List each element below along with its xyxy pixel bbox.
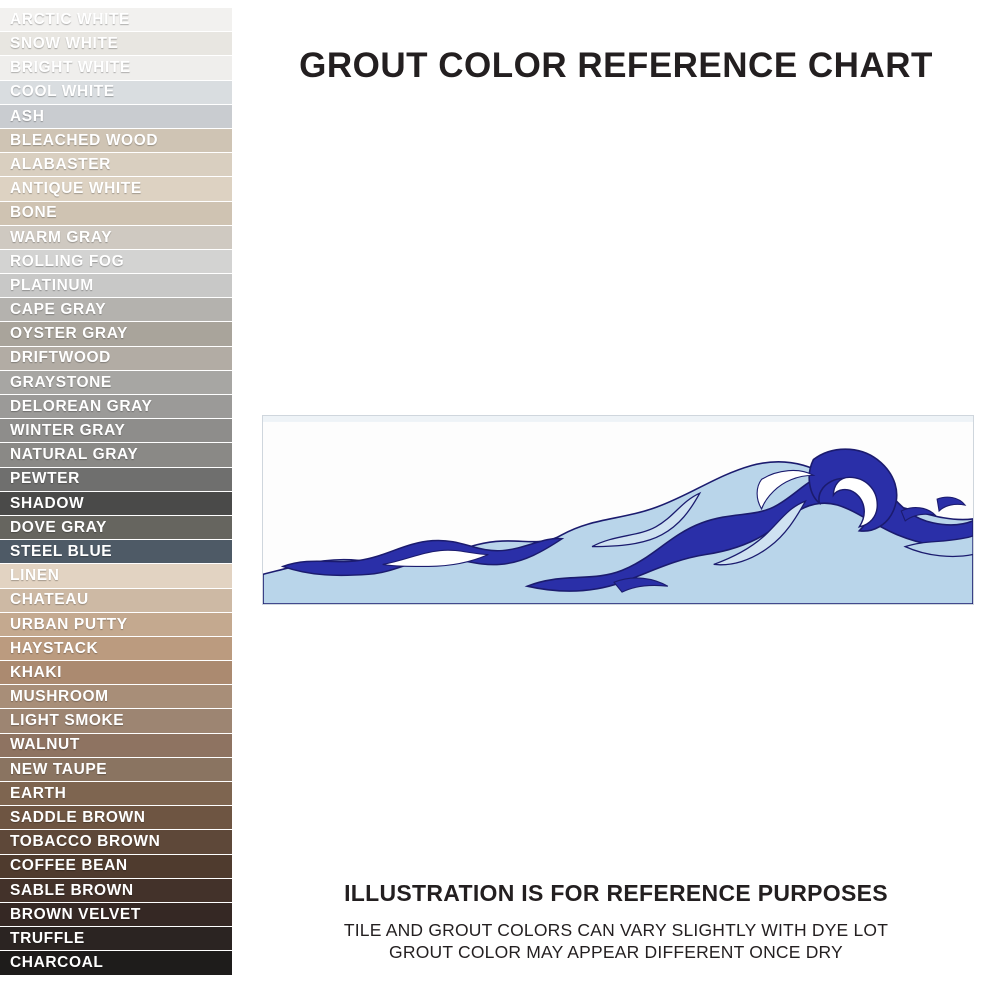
color-swatch-row bbox=[0, 661, 232, 685]
color-swatch-row bbox=[0, 177, 232, 201]
color-swatch-row bbox=[0, 951, 232, 975]
footer-line-1: TILE AND GROUT COLORS CAN VARY SLIGHTLY WITH DYE LOT bbox=[343, 920, 889, 940]
color-swatch-label: COOL WHITE bbox=[10, 83, 115, 101]
footer-line-2: GROUT COLOR MAY APPEAR DIFFERENT ONCE DRY bbox=[389, 942, 843, 963]
color-swatch-row bbox=[0, 830, 232, 854]
color-swatch-label: KHAKI bbox=[10, 663, 63, 681]
color-swatch-row bbox=[0, 516, 232, 540]
color-swatch-label: BLEACHED WOOD bbox=[10, 131, 159, 149]
color-swatch-label: CHARCOAL bbox=[10, 954, 104, 972]
color-swatch-row bbox=[0, 806, 232, 830]
color-swatch-label: SNOW WHITE bbox=[10, 35, 119, 53]
color-swatch-label: HAYSTACK bbox=[10, 639, 99, 657]
color-swatch-row bbox=[0, 685, 232, 709]
color-swatch-row bbox=[0, 250, 232, 274]
color-swatch-label: ANTIQUE WHITE bbox=[10, 180, 142, 198]
color-swatch-row bbox=[0, 734, 232, 758]
color-swatch-row bbox=[0, 81, 232, 105]
color-swatch-label: ASH bbox=[10, 107, 45, 125]
color-swatch-row bbox=[0, 782, 232, 806]
color-swatch-row bbox=[0, 927, 232, 951]
color-swatch-row bbox=[0, 226, 232, 250]
color-swatch-label: ALABASTER bbox=[10, 155, 111, 173]
color-swatch-label: NATURAL GRAY bbox=[10, 446, 139, 464]
color-swatch-label: SABLE BROWN bbox=[10, 881, 134, 899]
color-swatch-row bbox=[0, 419, 232, 443]
color-swatch-label: WARM GRAY bbox=[10, 228, 113, 246]
color-swatch-row bbox=[0, 468, 232, 492]
color-swatch-label: OYSTER GRAY bbox=[10, 325, 128, 343]
color-swatch-row bbox=[0, 564, 232, 588]
color-swatch-label: TRUFFLE bbox=[10, 929, 85, 947]
color-swatch-row bbox=[0, 153, 232, 177]
color-swatch-row bbox=[0, 395, 232, 419]
footer-disclaimer bbox=[232, 880, 1000, 964]
color-swatch-row bbox=[0, 298, 232, 322]
color-swatch-label: BRIGHT WHITE bbox=[10, 59, 131, 77]
color-swatch-row bbox=[0, 540, 232, 564]
color-swatch-label: LIGHT SMOKE bbox=[10, 712, 125, 730]
color-swatch-label: EARTH bbox=[10, 784, 67, 802]
color-swatch-label: TOBACCO BROWN bbox=[10, 833, 161, 851]
color-swatch-label: NEW TAUPE bbox=[10, 760, 108, 778]
footer-heading: ILLUSTRATION IS FOR REFERENCE PURPOSES bbox=[344, 880, 888, 906]
color-swatch-row bbox=[0, 371, 232, 395]
color-swatch-row bbox=[0, 879, 232, 903]
color-swatch-row bbox=[0, 322, 232, 346]
color-swatch-label: MUSHROOM bbox=[10, 688, 109, 706]
color-swatch-row bbox=[0, 613, 232, 637]
color-swatch-label: DOVE GRAY bbox=[10, 518, 107, 536]
color-swatch-row bbox=[0, 637, 232, 661]
color-swatch-label: SADDLE BROWN bbox=[10, 809, 146, 827]
color-swatch-label: SHADOW bbox=[10, 494, 85, 512]
color-swatch-row bbox=[0, 56, 232, 80]
color-swatch-label: CHATEAU bbox=[10, 591, 89, 609]
color-swatch-row bbox=[0, 129, 232, 153]
color-swatch-row bbox=[0, 492, 232, 516]
color-swatch-label: STEEL BLUE bbox=[10, 542, 113, 560]
blue-wave-illustration bbox=[263, 416, 973, 604]
color-swatch-row bbox=[0, 8, 232, 32]
color-swatch-label: CAPE GRAY bbox=[10, 301, 107, 319]
color-swatch-label: GRAYSTONE bbox=[10, 373, 112, 391]
color-swatch-row bbox=[0, 32, 232, 56]
color-swatch-label: BROWN VELVET bbox=[10, 905, 141, 923]
page-title: GROUT COLOR REFERENCE CHART bbox=[299, 46, 933, 85]
color-swatch-label: ROLLING FOG bbox=[10, 252, 125, 270]
color-swatch-row bbox=[0, 903, 232, 927]
color-swatch-row bbox=[0, 347, 232, 371]
color-swatch-row bbox=[0, 855, 232, 879]
color-swatch-label: BONE bbox=[10, 204, 58, 222]
color-swatch-row bbox=[0, 202, 232, 226]
color-swatch-row bbox=[0, 105, 232, 129]
color-swatch-row bbox=[0, 758, 232, 782]
color-swatch-label: PEWTER bbox=[10, 470, 80, 488]
color-swatch-label: WALNUT bbox=[10, 736, 80, 754]
color-swatch-label: COFFEE BEAN bbox=[10, 857, 128, 875]
color-swatch-row bbox=[0, 589, 232, 613]
color-swatch-label: PLATINUM bbox=[10, 276, 94, 294]
color-swatch-label: DRIFTWOOD bbox=[10, 349, 111, 367]
color-swatch-label: ARCTIC WHITE bbox=[10, 10, 130, 28]
color-swatch-row bbox=[0, 443, 232, 467]
color-swatch-row bbox=[0, 274, 232, 298]
grout-color-swatch-list bbox=[0, 8, 232, 976]
tile-illustration bbox=[262, 415, 974, 605]
color-swatch-label: URBAN PUTTY bbox=[10, 615, 128, 633]
color-swatch-label: LINEN bbox=[10, 567, 60, 585]
color-swatch-label: WINTER GRAY bbox=[10, 422, 126, 440]
color-swatch-row bbox=[0, 709, 232, 733]
color-swatch-label: DELOREAN GRAY bbox=[10, 397, 153, 415]
